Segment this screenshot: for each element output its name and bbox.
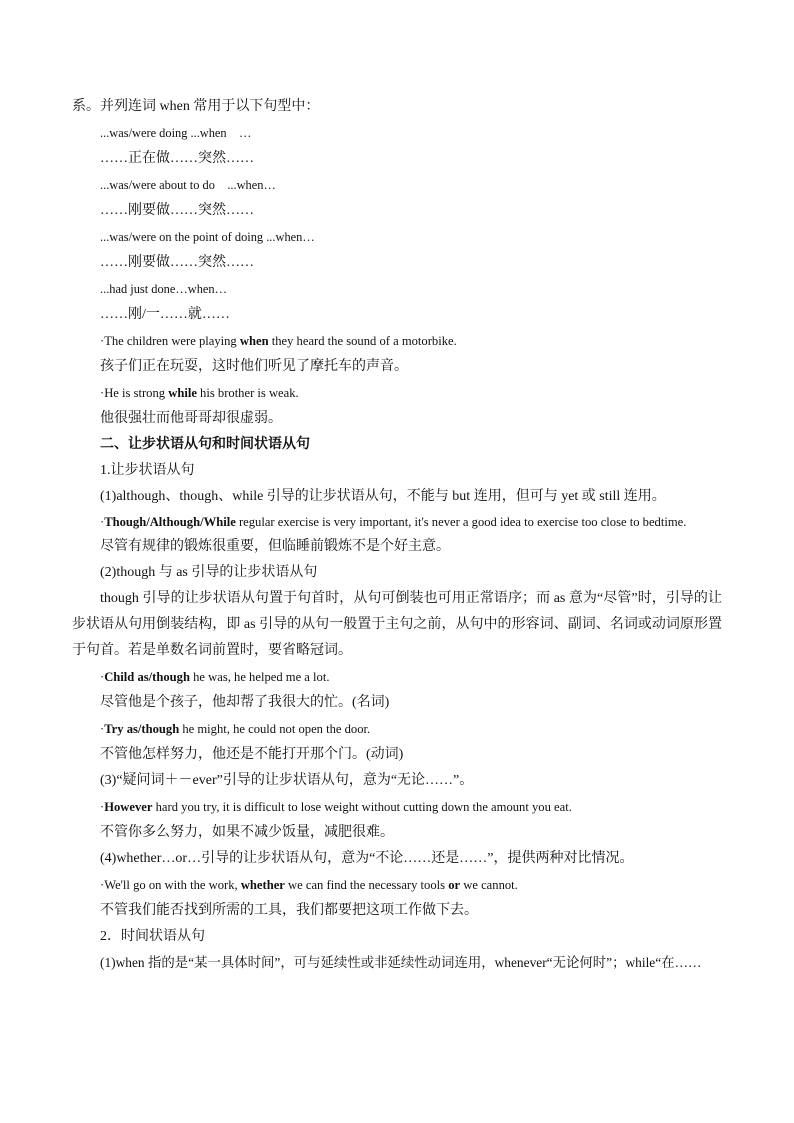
rule-explanation: though 引导的让步状语从句置于句首时，从句可倒装也可用正常语序；而 as 意为“尽管”时，引导的让步状语从句用倒装结构，即 as 引导的从句一般置于主句之前，从句中的形容词、副词、名词或动词原形置于句首。若是单数名词前置时，要省略冠词。 [72, 591, 722, 658]
example-translation: 他很强壮而他哥哥却很虚弱。 [100, 411, 282, 426]
rule-text: (1)although、though、while 引导的让步状语从句，不能与 but 连用，但可与 yet 或 still 连用。 [100, 489, 666, 504]
pattern-translation: ……刚要做……突然…… [100, 203, 254, 218]
rule-text: (2)though 与 as 引导的让步状语从句 [100, 565, 318, 580]
subsection-heading: 2．时间状语从句 [100, 929, 205, 944]
example-sentence: ·Try as/though he might, he could not open the door. [100, 722, 371, 736]
pattern-line: ...was/were on the point of doing ...when… [100, 230, 315, 244]
example-translation: 不管他怎样努力，他还是不能打开那个门。(动词) [100, 747, 404, 762]
example-translation: 不管你多么努力，如果不减少饭量，减肥很难。 [100, 825, 394, 840]
pattern-translation: ……正在做……突然…… [100, 151, 254, 166]
example-sentence: ·We'll go on with the work, whether we can find the necessary tools or we cannot. [100, 878, 518, 892]
example-translation: 不管我们能否找到所需的工具，我们都要把这项工作做下去。 [100, 903, 478, 918]
section-heading: 二、让步状语从句和时间状语从句 [100, 437, 310, 452]
example-sentence: ·Though/Although/While regular exercise is very important, it's never a good idea to exercise too close to bedtime. [100, 515, 687, 529]
pattern-translation: ……刚/一……就…… [100, 307, 230, 322]
example-sentence: ·The children were playing when they heard the sound of a motorbike. [100, 334, 457, 348]
pattern-line: ...had just done…when… [100, 282, 227, 296]
example-sentence: ·Child as/though he was, he helped me a lot. [100, 670, 330, 684]
example-translation: 孩子们正在玩耍，这时他们听见了摩托车的声音。 [100, 359, 408, 374]
example-sentence: ·He is strong while his brother is weak. [100, 386, 299, 400]
rule-text: (3)“疑问词＋－ever”引导的让步状语从句，意为“无论……”。 [100, 773, 474, 788]
document-body [72, 94, 722, 976]
rule-text: (4)whether…or…引导的让步状语从句，意为“不论……还是……”，提供两种对比情况。 [100, 851, 634, 866]
rule-text: (1)when 指的是“某一具体时间”，可与延续性或非延续性动词连用，whenever“无论何时”；while“在…… [100, 955, 702, 970]
example-translation: 尽管他是个孩子，他却帮了我很大的忙。(名词) [100, 695, 390, 710]
subsection-heading: 1.让步状语从句 [100, 463, 195, 478]
paragraph-intro: 系。并列连词 when 常用于以下句型中： [72, 99, 320, 114]
pattern-line: ...was/were about to do ...when… [100, 178, 276, 192]
pattern-translation: ……刚要做……突然…… [100, 255, 254, 270]
example-sentence: ·However hard you try, it is difficult to lose weight without cutting down the amount you eat. [100, 800, 572, 814]
example-translation: 尽管有规律的锻炼很重要，但临睡前锻炼不是个好主意。 [100, 539, 450, 554]
pattern-line: ...was/were doing ...when … [100, 126, 252, 140]
